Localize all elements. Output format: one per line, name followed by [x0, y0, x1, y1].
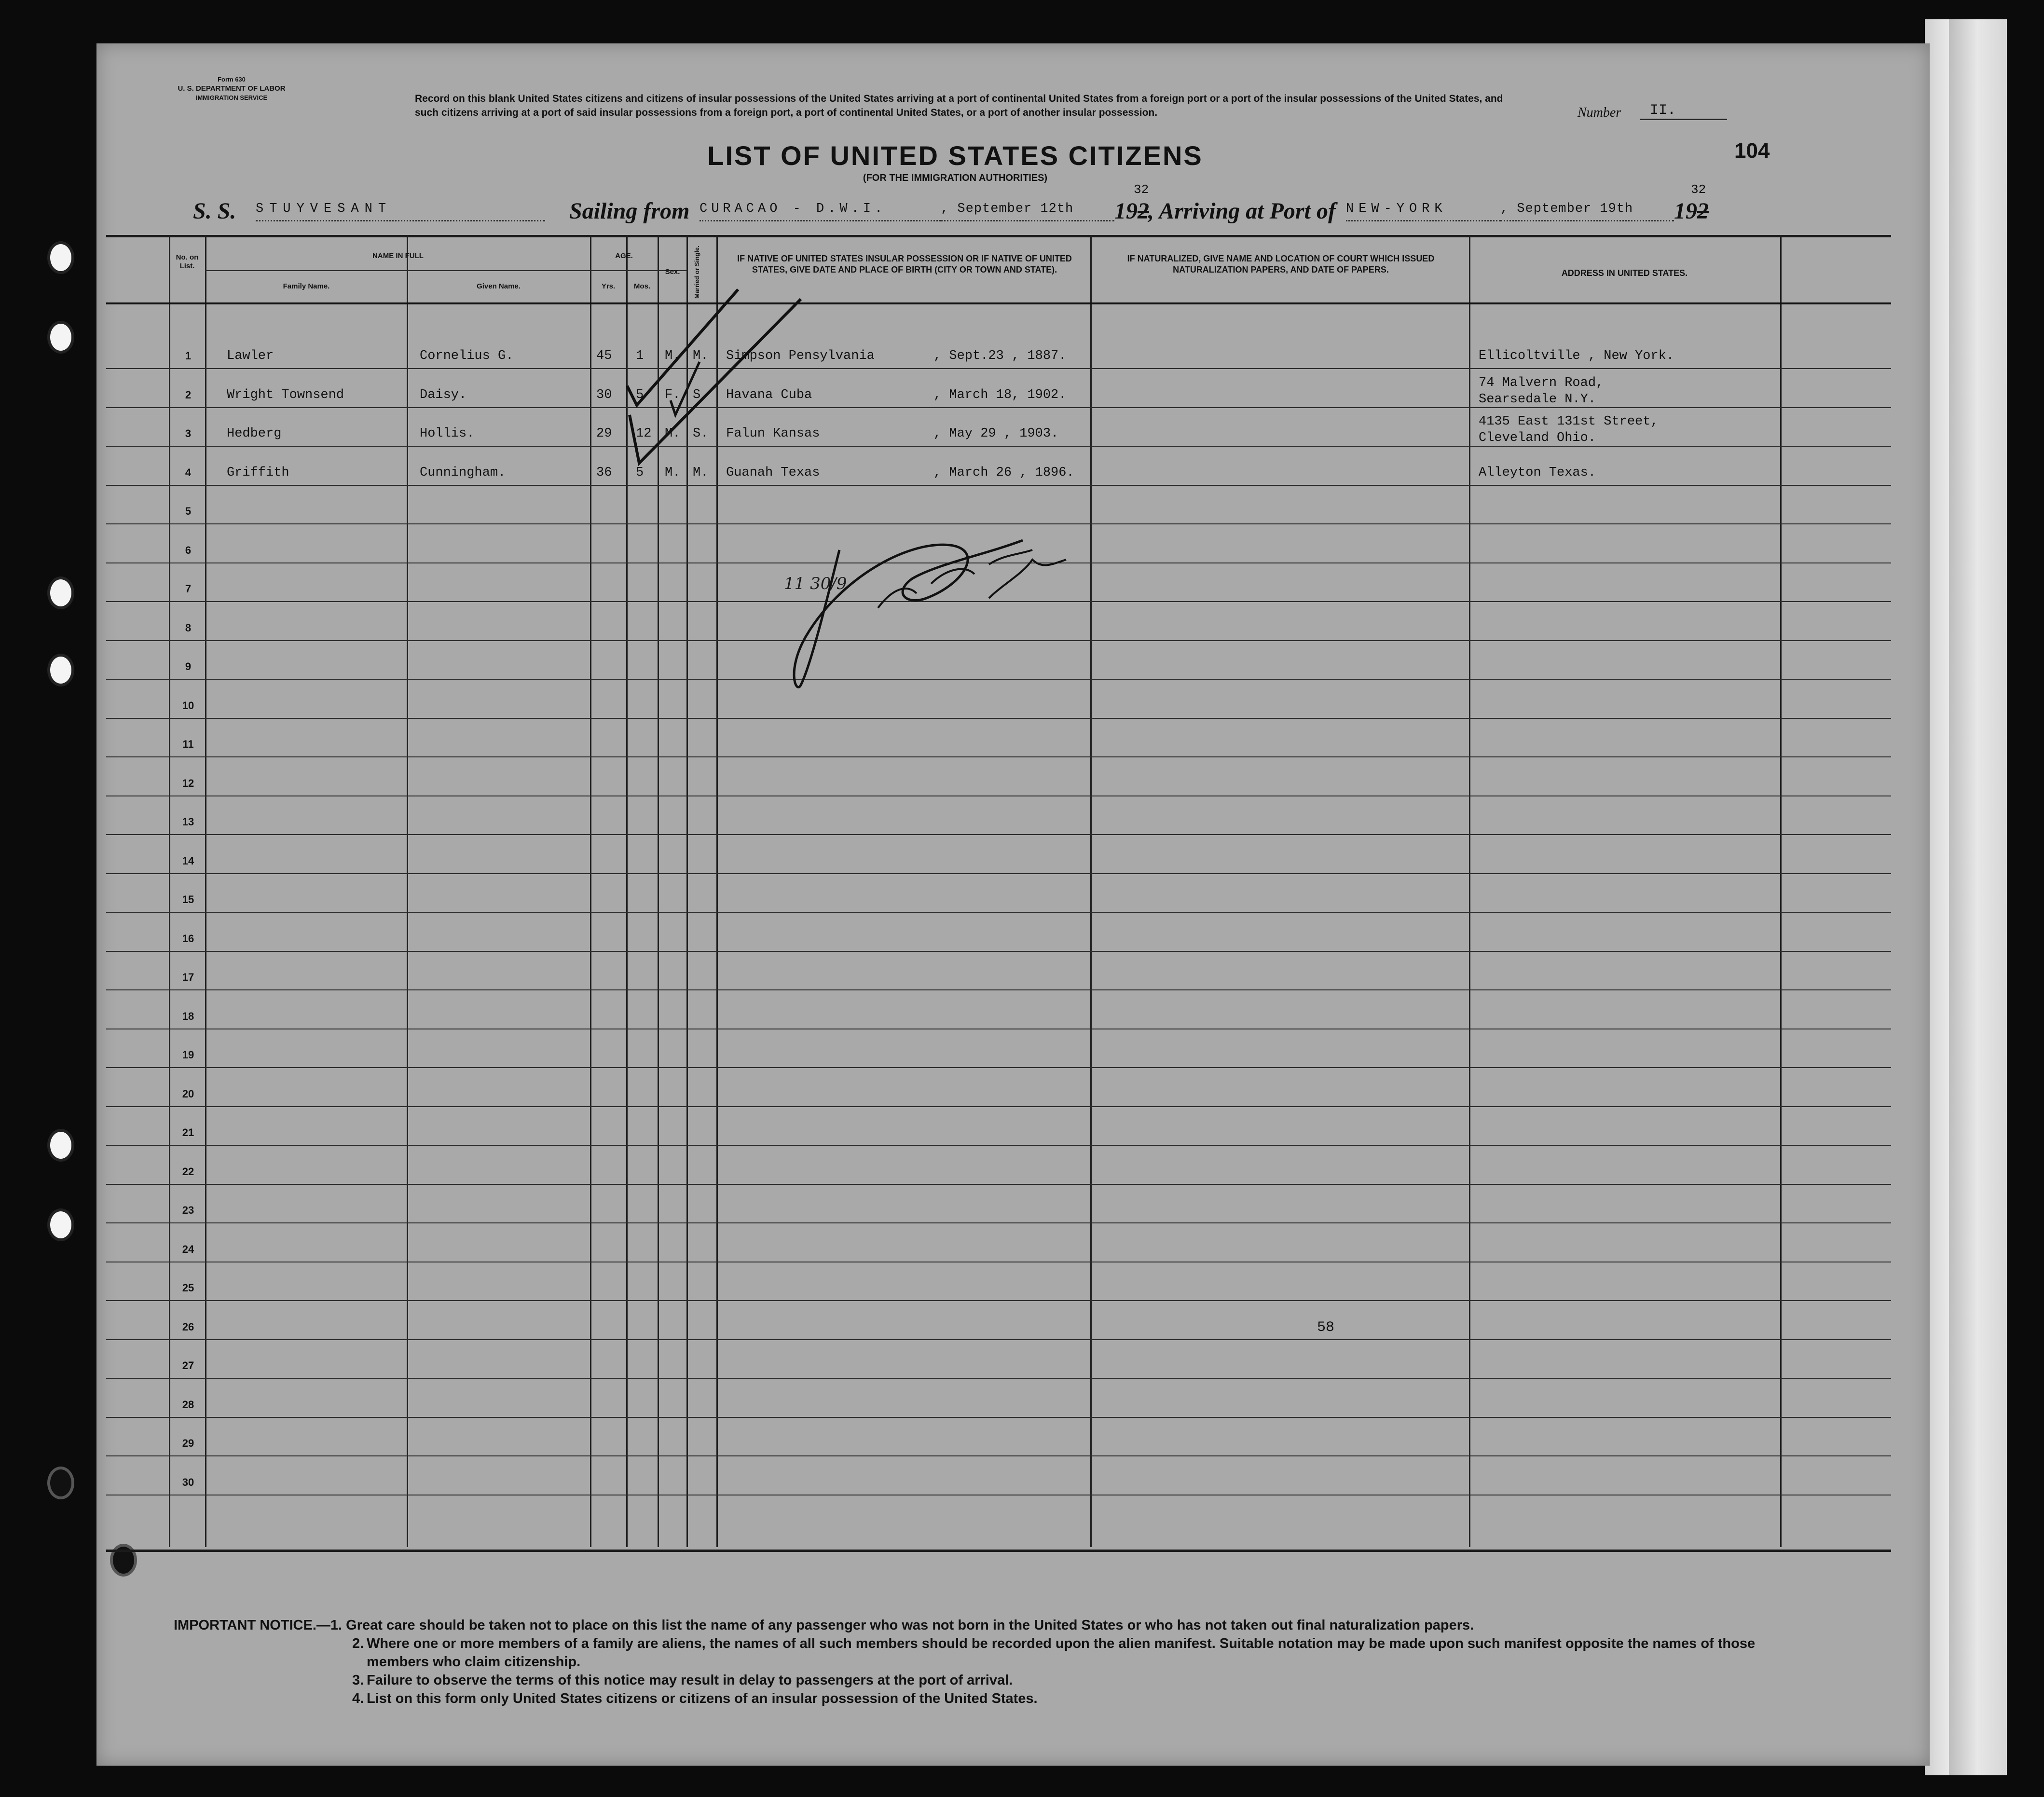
subheader-divider	[205, 270, 687, 271]
row-line	[106, 718, 1891, 719]
row-number: 29	[182, 1437, 194, 1449]
check-marks	[617, 270, 810, 492]
row-number: 1	[185, 350, 192, 362]
notice-number: 2.	[352, 1636, 364, 1651]
row-line	[106, 1222, 1891, 1223]
cell-mos: 5	[636, 387, 644, 402]
notice-text: Failure to observe the terms of this notice may result in delay to passengers at the port of arrival.	[367, 1673, 1013, 1688]
number-value: II.	[1640, 102, 1727, 120]
row-line	[106, 1067, 1891, 1068]
cell-family: Lawler	[227, 349, 274, 363]
col-name-in-full: NAME IN FULL	[372, 252, 424, 260]
check-mark-icon	[630, 299, 801, 463]
row-number: 19	[182, 1049, 194, 1061]
row-number: 18	[182, 1010, 194, 1022]
ss-label: S. S.	[193, 198, 236, 224]
row-number: 12	[182, 777, 194, 789]
service-name: IMMIGRATION SERVICE	[195, 94, 268, 101]
page-title: LIST OF UNITED STATES CITIZENS	[707, 140, 1203, 171]
row-number: 26	[182, 1320, 194, 1333]
cell-address: Cleveland Ohio.	[1479, 431, 1596, 445]
department-name: U. S. DEPARTMENT OF LABOR	[178, 84, 286, 93]
col-years: Yrs.	[601, 282, 616, 290]
row-line	[106, 1417, 1891, 1418]
sailing-year-written: 32	[1134, 182, 1149, 197]
column-divider	[1090, 235, 1092, 1547]
column-divider	[1469, 235, 1470, 1547]
row-number: 15	[182, 893, 194, 905]
cell-sex: M.	[665, 465, 681, 480]
binder-hole-icon	[47, 1467, 74, 1499]
binder-hole-icon	[47, 1208, 74, 1241]
row-number: 11	[182, 738, 194, 750]
col-family-name: Family Name.	[283, 282, 330, 290]
row-number: 5	[185, 505, 192, 517]
col-sex: Sex.	[665, 268, 680, 276]
page-number: 104	[1734, 139, 1770, 163]
row-line	[106, 873, 1891, 874]
cell-given: Daisy.	[420, 387, 467, 402]
adjacent-page-edge	[1949, 19, 1978, 1775]
row-number: 14	[182, 854, 194, 867]
year-printed-digit: 2	[1138, 198, 1149, 224]
cell-marital: S.	[693, 387, 709, 402]
cell-given: Cornelius G.	[420, 349, 514, 363]
form-stamp	[150, 75, 314, 102]
important-notice	[174, 1616, 1795, 1708]
binder-hole-icon	[47, 654, 74, 686]
column-divider	[1780, 235, 1782, 1547]
arrival-port: NEW-YORK	[1346, 202, 1500, 221]
notice-text: List on this form only United States citizens or citizens of an insular possession of the United States.	[367, 1691, 1038, 1706]
row-number: 23	[182, 1204, 194, 1216]
row-number: 2	[185, 388, 192, 401]
row-line	[106, 1184, 1891, 1185]
notice-number: 3.	[352, 1673, 364, 1688]
header-instruction: Record on this blank United States citizens and citizens of insular possessions of the United States arriving at a port of continental United States from a foreign port or a port of the insular possessions of the United States, and such citizens arriving at a port of said insular possessions from a foreign port, a port of continental United States, or a port of another insular possession.	[415, 93, 1503, 118]
notice-item	[174, 1671, 1795, 1689]
cell-birth-place: Simpson Pensylvania	[726, 349, 875, 363]
cell-marital: S.	[693, 426, 709, 441]
row-number: 4	[185, 466, 192, 479]
cell-address: Alleyton Texas.	[1479, 465, 1596, 480]
row-number: 10	[182, 699, 194, 712]
notice-text: Where one or more members of a family are aliens, the names of all such members should be recorded upon the alien manifest. Suitable notation may be made upon such manifest opposite the names of those members who claim citizenship.	[367, 1636, 1756, 1670]
col-birth-place: IF NATIVE OF UNITED STATES INSULAR POSSESSION OR IF NATIVE OF UNITED STATES, GIVE DATE AND PLACE OF BIRTH (CITY OR TOWN AND STATE).	[737, 254, 1072, 274]
notice-number: 1.	[330, 1618, 343, 1633]
year-prefix: 19	[1674, 198, 1697, 224]
arrival-year	[1674, 198, 1709, 227]
arriving-label: , Arriving at Port of	[1148, 198, 1336, 224]
row-line	[106, 756, 1891, 757]
cell-birth-place: Falun Kansas	[726, 426, 820, 441]
col-naturalized: IF NATURALIZED, GIVE NAME AND LOCATION OF COURT WHICH ISSUED NATURALIZATION PAPERS, AND DATE OF PAPERS.	[1127, 254, 1435, 274]
row-number: 13	[182, 816, 194, 828]
cell-address: Searsedale N.Y.	[1479, 392, 1596, 407]
column-divider	[205, 235, 206, 1547]
cell-family: Wright Townsend	[227, 387, 344, 402]
row-number: 7	[185, 583, 192, 595]
column-divider	[407, 235, 408, 1547]
page-subtitle: (FOR THE IMMIGRATION AUTHORITIES)	[863, 173, 1048, 183]
check-mark-icon	[627, 289, 738, 405]
row-number: 21	[182, 1126, 194, 1139]
row-line	[106, 834, 1891, 835]
row-number: 9	[185, 660, 192, 672]
column-divider	[169, 235, 170, 1547]
col-married-single: Married or Single.	[693, 246, 700, 299]
row-line	[106, 446, 1891, 447]
arrival-date: , September 19th	[1500, 202, 1674, 221]
cell-address: Ellicoltville , New York.	[1479, 349, 1674, 363]
cell-sex: M.	[665, 349, 681, 363]
row-line	[106, 912, 1891, 913]
cell-yrs: 45	[596, 349, 612, 363]
notice-number: 4.	[352, 1691, 364, 1706]
cell-marital: M.	[693, 349, 709, 363]
cell-address: 4135 East 131st Street,	[1479, 414, 1659, 429]
sailing-port: CURACAO - D.W.I.	[700, 202, 941, 221]
ship-name: STUYVESANT	[256, 202, 545, 221]
row-line	[106, 485, 1891, 486]
row-number: 30	[182, 1476, 194, 1488]
row-number: 16	[182, 932, 194, 945]
row-line	[106, 1145, 1891, 1146]
notice-item	[174, 1616, 1795, 1634]
row-number: 25	[182, 1282, 194, 1294]
sailing-date: , September 12th	[941, 202, 1114, 221]
row-line	[106, 1300, 1891, 1301]
stray-mark: 58	[1317, 1319, 1335, 1336]
notice-text: Great care should be taken not to place on this list the name of any passenger who was not born in the United States or who has not taken out final naturalization papers.	[346, 1618, 1474, 1633]
margin-note: 11 30/9	[784, 574, 847, 593]
row-line	[106, 1106, 1891, 1107]
sailing-label: Sailing from	[569, 198, 690, 224]
cell-address: 74 Malvern Road,	[1479, 375, 1604, 390]
cell-mos: 12	[636, 426, 652, 441]
row-line	[106, 989, 1891, 990]
year-printed-digit: 2	[1697, 198, 1709, 224]
row-number: 17	[182, 971, 194, 983]
cell-birth-place: Guanah Texas	[726, 465, 820, 480]
cell-yrs: 30	[596, 387, 612, 402]
col-age: AGE.	[615, 252, 633, 260]
arrival-year-written: 32	[1691, 182, 1706, 197]
cell-birth-place: Havana Cuba	[726, 387, 812, 402]
inspector-signature	[782, 511, 1081, 695]
binder-hole-icon	[47, 321, 74, 354]
cell-birth-date: , March 18, 1902.	[933, 387, 1067, 402]
row-line	[106, 1339, 1891, 1340]
sailing-year	[1114, 198, 1149, 227]
cell-birth-date: , March 26 , 1896.	[933, 465, 1074, 480]
row-line	[106, 951, 1891, 952]
notice-item	[174, 1634, 1795, 1671]
row-number: 24	[182, 1243, 194, 1255]
cell-marital: M.	[693, 465, 709, 480]
row-line	[106, 368, 1891, 369]
row-number: 28	[182, 1398, 194, 1411]
row-line	[106, 407, 1891, 408]
number-label: Number	[1578, 105, 1621, 120]
row-number: 22	[182, 1165, 194, 1178]
col-address: ADDRESS IN UNITED STATES.	[1561, 268, 1688, 278]
cell-sex: M.	[665, 426, 681, 441]
cell-sex: F.	[665, 387, 681, 402]
cell-birth-date: , May 29 , 1903.	[933, 426, 1059, 441]
cell-given: Cunningham.	[420, 465, 506, 480]
cell-yrs: 36	[596, 465, 612, 480]
year-prefix: 19	[1114, 198, 1138, 224]
binder-hole-icon	[47, 241, 74, 274]
header-divider	[106, 302, 1891, 304]
row-number: 3	[185, 427, 192, 439]
binder-hole-icon	[47, 576, 74, 609]
cell-mos: 1	[636, 349, 644, 363]
cell-mos: 5	[636, 465, 644, 480]
row-number: 6	[185, 544, 192, 556]
binder-hole-icon	[47, 1129, 74, 1162]
notice-item	[174, 1689, 1795, 1708]
row-number: 27	[182, 1359, 194, 1372]
row-number: 8	[185, 621, 192, 634]
cell-family: Hedberg	[227, 426, 282, 441]
notice-lead: IMPORTANT NOTICE.—	[174, 1618, 330, 1633]
row-line	[106, 1378, 1891, 1379]
row-number: 20	[182, 1087, 194, 1100]
column-divider	[590, 235, 591, 1547]
cell-given: Hollis.	[420, 426, 475, 441]
row-line	[106, 1455, 1891, 1456]
cell-family: Griffith	[227, 465, 289, 480]
cell-yrs: 29	[596, 426, 612, 441]
cell-birth-date: , Sept.23 , 1887.	[933, 349, 1067, 363]
form-number: Form 630	[218, 76, 246, 83]
col-months: Mos.	[633, 282, 651, 290]
col-given-name: Given Name.	[477, 282, 521, 290]
col-no-on-list: No. on List.	[176, 253, 199, 270]
